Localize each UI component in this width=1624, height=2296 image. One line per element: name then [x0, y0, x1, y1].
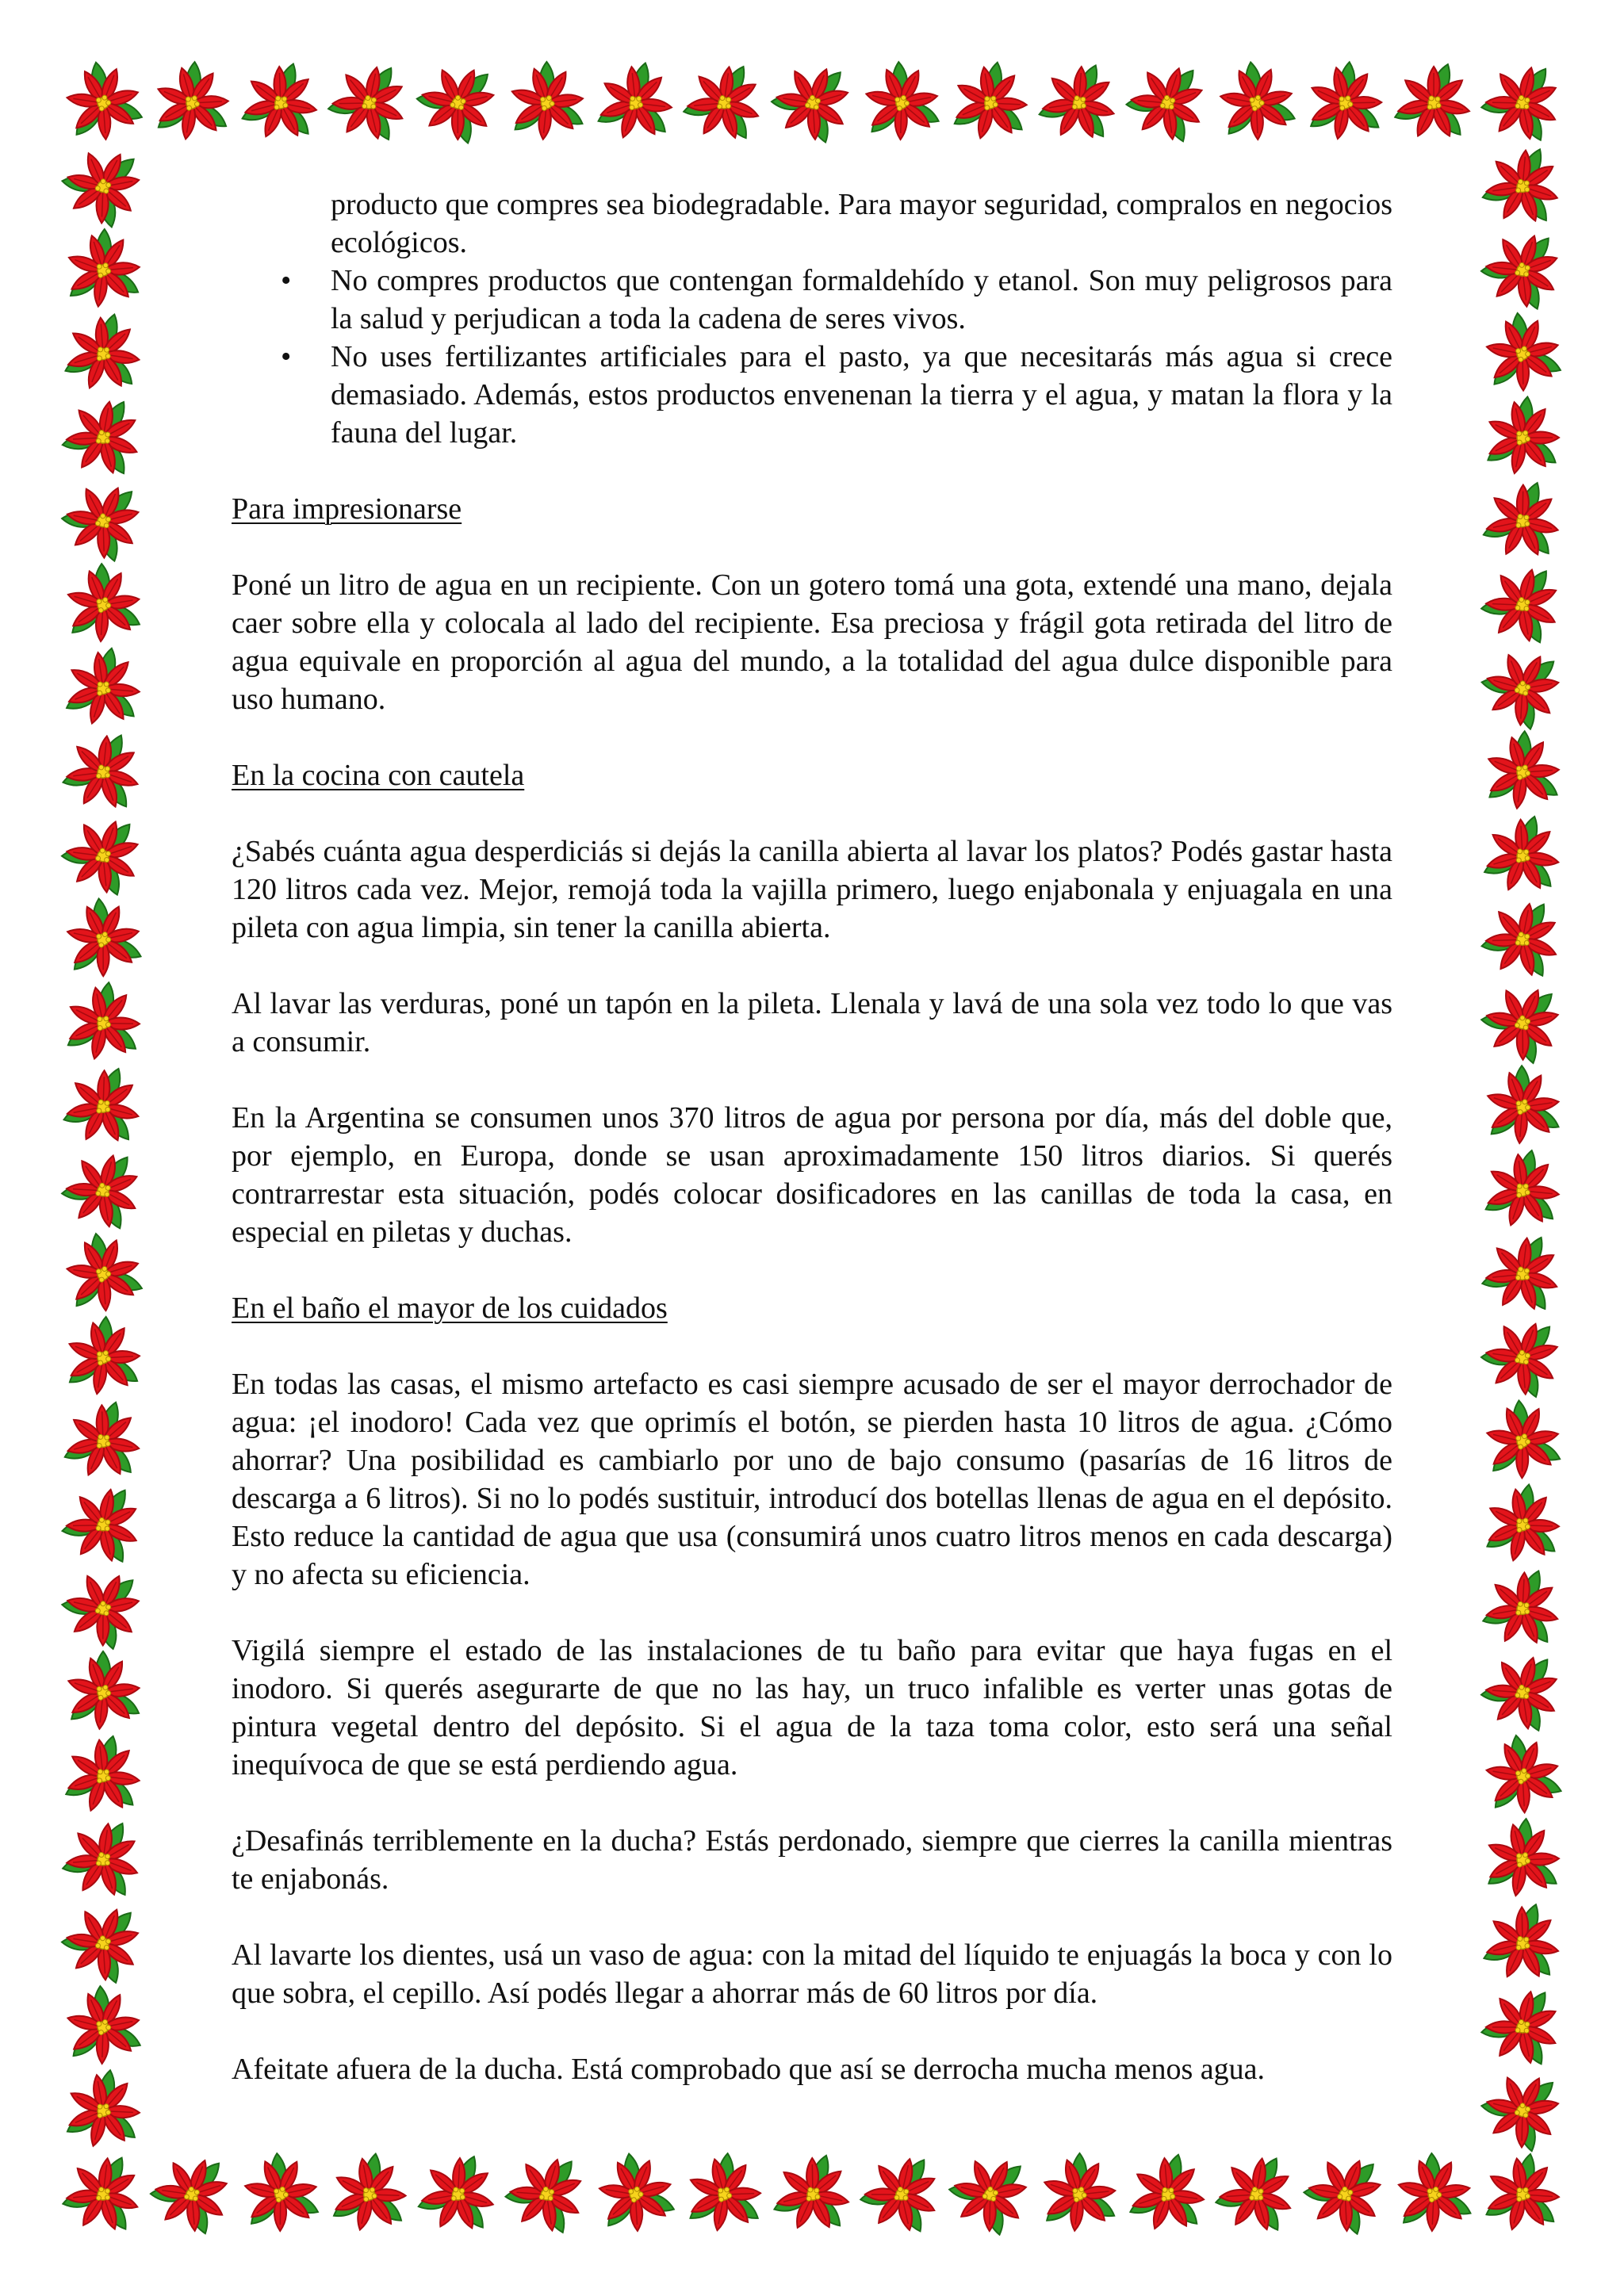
poinsettia-icon: [1476, 2148, 1565, 2237]
poinsettia-icon: [1123, 2150, 1208, 2234]
poinsettia-icon: [60, 1399, 141, 1479]
document-body: [232, 186, 1392, 2088]
poinsettia-icon: [494, 52, 594, 151]
poinsettia-icon: [1480, 1566, 1561, 1647]
poinsettia-icon: [1474, 1978, 1568, 2071]
section-heading: En la cocina con cautela: [232, 759, 525, 792]
poinsettia-icon: [405, 48, 509, 152]
poinsettia-icon: [1474, 1478, 1565, 1569]
paragraph: Al lavarte los dientes, usá un vaso de agua: con la mitad del líquido te enjuagás la boca y con lo que sobra, el cepillo. Así podés llegar a ahorrar más de 60 litros por día.: [232, 1938, 1392, 2010]
poinsettia-icon: [141, 53, 238, 149]
poinsettia-icon: [1036, 59, 1119, 142]
poinsettia-icon: [1470, 969, 1574, 1072]
poinsettia-icon: [47, 1220, 153, 1326]
poinsettia-icon: [1380, 2142, 1482, 2244]
poinsettia-icon: [1117, 52, 1216, 149]
poinsettia-icon: [943, 56, 1033, 146]
poinsettia-icon: [1474, 53, 1568, 147]
poinsettia-icon: [847, 51, 950, 153]
poinsettia-icon: [771, 2152, 850, 2231]
poinsettia-icon: [54, 975, 147, 1067]
poinsettia-icon: [140, 2141, 241, 2241]
poinsettia-icon: [1468, 1389, 1572, 1492]
poinsettia-icon: [1472, 1811, 1567, 1906]
poinsettia-icon: [1480, 1902, 1560, 1980]
poinsettia-icon: [49, 553, 151, 653]
poinsettia-icon: [58, 1732, 144, 1816]
poinsettia-icon: [496, 2143, 594, 2240]
poinsettia-icon: [1210, 2148, 1300, 2237]
poinsettia-icon: [1473, 389, 1567, 482]
paragraph: Vigilá siempre el estado de las instalaciones de tu baño para evitar que haya fugas en el inodoro. Si querés asegurarte de que no las hay, un truco infalible es verter unas gotas de pintura vegetal dentro del depósito. Si el agua de la taza toma color, esto será una señal inequívoca de que se está perdiendo agua.: [232, 1634, 1392, 1781]
bullet-list: [232, 186, 1392, 452]
poinsettia-icon: [1469, 2056, 1574, 2160]
poinsettia-icon: [937, 2139, 1042, 2244]
poinsettia-icon: [590, 58, 676, 143]
poinsettia-icon: [60, 1064, 141, 1144]
poinsettia-icon: [1467, 300, 1572, 405]
poinsettia-icon: [1471, 1305, 1572, 1405]
poinsettia-icon: [1478, 142, 1563, 226]
section-heading: Para impresionarse: [232, 492, 462, 526]
poinsettia-icon: [1295, 54, 1389, 148]
poinsettia-icon: [58, 2149, 145, 2235]
section-heading: En el baño el mayor de los cuidados: [232, 1292, 668, 1325]
poinsettia-icon: [673, 2145, 768, 2241]
poinsettia-icon: [1477, 1146, 1564, 1232]
poinsettia-icon: [1392, 62, 1470, 140]
paragraph: Afeitate afuera de la ducha. Está comprobado que así se derrocha mucha menos agua.: [232, 2053, 1266, 2086]
poinsettia-icon: [52, 803, 152, 902]
poinsettia-icon: [59, 727, 144, 812]
poinsettia-icon: [53, 1140, 150, 1236]
poinsettia-icon: [56, 390, 147, 480]
poinsettia-icon: [59, 311, 143, 393]
poinsettia-icon: [1027, 2144, 1126, 2242]
poinsettia-icon: [321, 2147, 412, 2238]
poinsettia-icon: [580, 2141, 685, 2246]
poinsettia-icon: [238, 60, 319, 140]
list-item-continuation: producto que compres sea biodegradable. Para mayor seguridad, compralos en negocios ecológicos.: [331, 188, 1392, 259]
poinsettia-icon: [56, 1476, 148, 1568]
poinsettia-icon: [52, 1890, 153, 1991]
poinsettia-icon: [226, 2141, 330, 2244]
paragraph: En la Argentina se consumen unos 370 litros de agua por persona por día, más del doble que, por ejemplo, en Europa, donde se usan aproximadamente 150 litros diarios. Si querés contrarrestar esta situación, podés colocar dosificadores en las canillas de toda la casa, en especial en piletas y duchas.: [232, 1101, 1392, 1249]
poinsettia-icon: [52, 220, 150, 317]
poinsettia-icon: [1479, 813, 1561, 894]
poinsettia-icon: [47, 49, 153, 155]
poinsettia-icon: [1469, 633, 1574, 738]
poinsettia-icon: [1480, 480, 1560, 558]
poinsettia-icon: [50, 131, 155, 235]
poinsettia-icon: [1473, 554, 1568, 649]
poinsettia-icon: [761, 49, 863, 150]
poinsettia-icon: [50, 1554, 154, 1658]
poinsettia-icon: [1293, 2141, 1396, 2242]
poinsettia-icon: [51, 467, 154, 569]
paragraph: Al lavar las verduras, poné un tapón en la pileta. Llenala y lavá de una sola vez todo lo que vas a consumir.: [232, 987, 1392, 1058]
poinsettia-icon: [853, 2145, 947, 2238]
poinsettia-icon: [52, 1308, 149, 1404]
poinsettia-icon: [1471, 722, 1568, 819]
poinsettia-icon: [57, 1813, 145, 1900]
poinsettia-icon: [678, 56, 766, 144]
list-item: • No uses fertilizantes artificiales para el pasto, ya que necesitarás más agua si crece demasiado. Además, estos productos envenenan la tierra y el agua, y matan la flora y la fauna del lugar.: [232, 338, 1392, 452]
list-item: • No compres productos que contengan formaldehído y etanol. Son muy peligrosos para la salud y perjudican a toda la cadena de seres vivos.: [232, 262, 1392, 338]
paragraph: Poné un litro de agua en un recipiente. Con un gotero tomá una gota, extendé una mano, dejala caer sobre ella y colocala al lado del recipiente. Esa preciosa y frágil gota retirada del litro de agua equivale en proporción al agua del mundo, a la totalidad del agua dulce disponible para uso humano.: [232, 568, 1392, 716]
poinsettia-icon: [56, 2064, 146, 2153]
paragraph: ¿Desafinás terriblemente en la ducha? Estás perdonado, siempre que cierres la canilla mientras te enjabonás.: [232, 1824, 1392, 1896]
poinsettia-icon: [321, 54, 414, 146]
poinsettia-icon: [415, 2151, 496, 2233]
poinsettia-icon: [1472, 218, 1571, 316]
poinsettia-icon: [56, 643, 144, 730]
paragraph: ¿Sabés cuánta agua desperdiciás si dejás la canilla abierta al lavar los platos? Podés gastar hasta 120 litros cada vez. Mejor, remojá toda la vajilla primero, luego enjabonala y enjuagala en una pileta con agua limpia, sin tener la canilla abierta.: [232, 835, 1392, 944]
poinsettia-icon: [48, 1975, 151, 2077]
poinsettia-icon: [1201, 49, 1306, 154]
poinsettia-icon: [48, 886, 152, 990]
poinsettia-icon: [1469, 1055, 1570, 1155]
poinsettia-icon: [50, 1641, 150, 1740]
poinsettia-icon: [1475, 891, 1566, 982]
poinsettia-icon: [1477, 1228, 1565, 1314]
poinsettia-icon: [1466, 1722, 1572, 1827]
paragraph: En todas las casas, el mismo artefacto es casi siempre acusado de ser el mayor derrochador de agua: ¡el inodoro! Cada vez que oprimís el botón, se pierden hasta 10 litros de agua. ¿Cómo ahorrar? Una posibilidad es cambiarlo por uno de bajo consumo (pasarías de 16 litros de descarga a 6 litros). Si no lo podés sustituir, introducí dos botellas llenas de agua en el depósito. Esto reduce la cantidad de agua que usa (consumirá unos cuatro litros menos en cada descarga) y no afecta su eficiencia.: [232, 1368, 1392, 1591]
poinsettia-icon: [1473, 1641, 1570, 1738]
